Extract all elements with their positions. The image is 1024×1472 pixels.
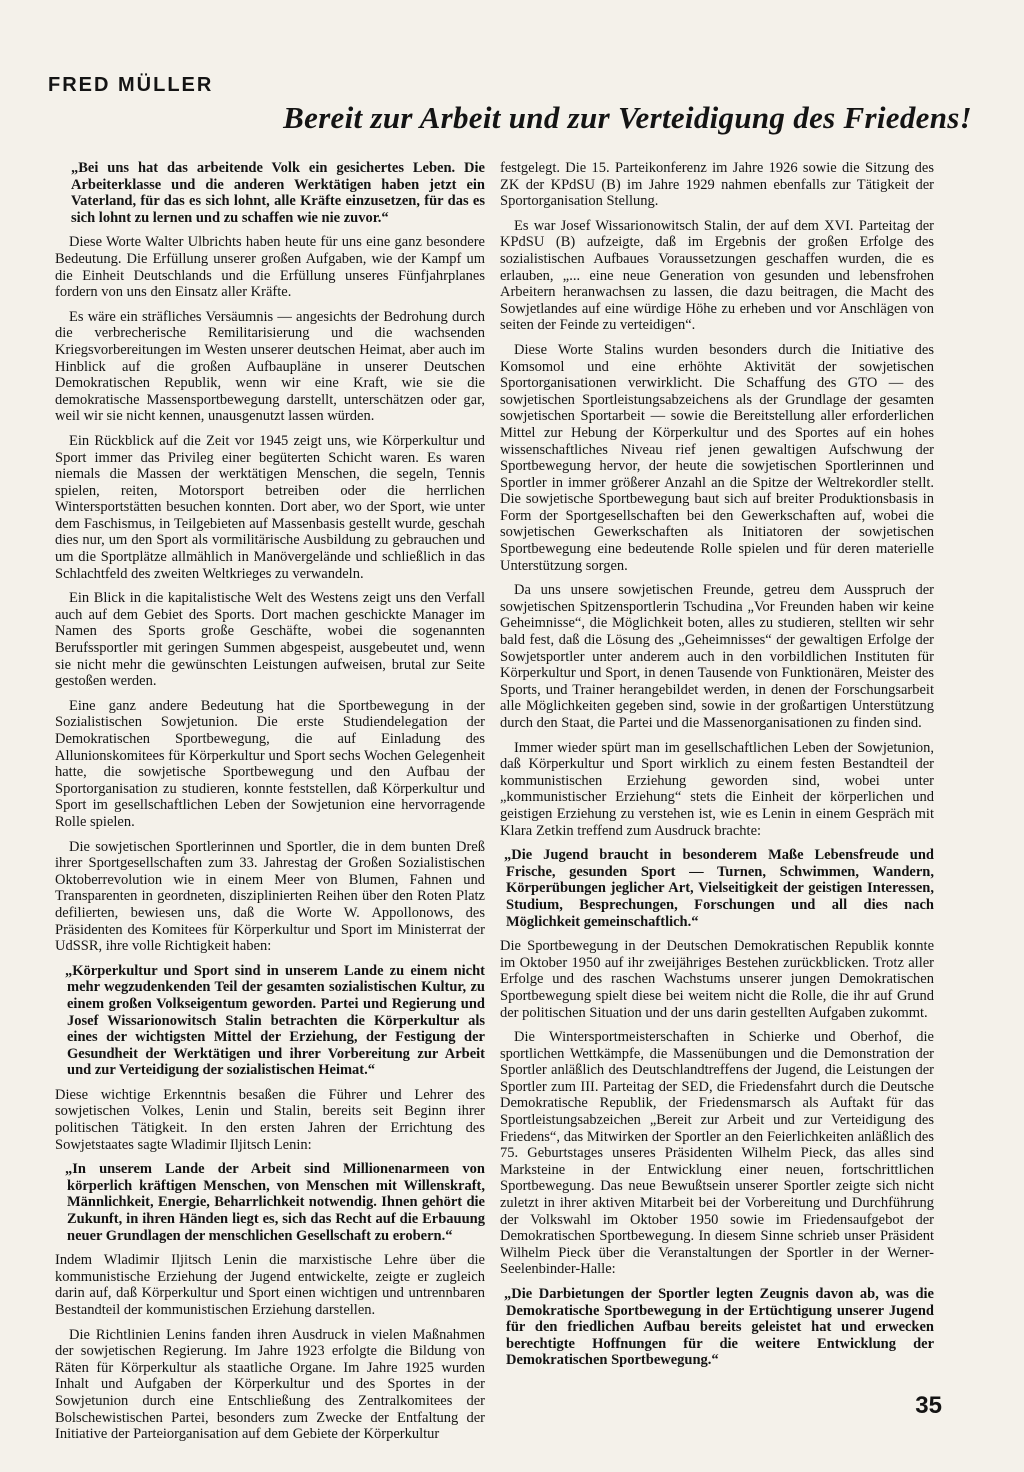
- page-number: 35: [915, 1392, 942, 1419]
- paragraph: Die sowjetischen Sportlerinnen und Sportler, die in dem bunten Dreß ihrer Sportgesellschaften zum 33. Jahrestag der Großen Sozialistischen Oktoberrevolution wie in einem Meer von Blumen, Fahnen und Transparenten in geordneten, disziplinierten Reihen über den Roten Platz defilierten, bewiesen uns, daß die Worte W. Appollonows, des Präsidenten des Komitees für Körperkultur und Sport im Ministerrat der UdSSR, ihre volle Richtigkeit haben:: [55, 838, 485, 955]
- article-title: Bereit zur Arbeit und zur Verteidigung des Friedens!: [283, 100, 972, 135]
- paragraph: Die Richtlinien Lenins fanden ihren Ausdruck in vielen Maßnahmen der sowjetischen Regierung. Im Jahre 1923 erfolgte die Bildung von Räten für Körperkultur als staatliche Organe. Im Jahre 1925 wurden Inhalt und Aufgaben der Körperkultur und des Sportes in der Sowjetunion durch eine Entschließung des Zentralkomitees der Bolschewistischen Partei, besonders zum Zwecke der Entfaltung der Initiative der Parteiorganisation auf dem Gebiete der Körperkultur: [55, 1326, 485, 1443]
- opening-quote: „Bei uns hat das arbeitende Volk ein gesichertes Leben. Die Arbeiterklasse und die anderen Werktätigen haben jetzt ein Vaterland, für das es sich lohnt, alle Kräfte einzusetzen, für das es sich lohnt zu lernen und zu schaffen wie nie zuvor.“: [71, 160, 485, 226]
- author-name: FRED MÜLLER: [48, 74, 214, 96]
- paragraph: Diese Worte Stalins wurden besonders durch die Initiative des Komsomol und eine erhöhte Aktivität der sowjetischen Sportorganisationen verwirklicht. Die Schaffung des GTO — des sowjetischen Sportleistungsabzeichens als der Grundlage der gesamten sowjetischen Sportarbeit — sowie die Bereitstellung aller erforderlichen Mittel zur Hebung der Körperkultur und des Sportes auf ein hohes wissenschaftliches Niveau rief jenen gewaltigen Aufschwung der Sportbewegung hervor, der heute die sowjetischen Sportlerinnen und Sportler in immer größerer Anzahl an die Spitze der Weltrekordler stellt. Die sowjetische Sportbewegung baut sich auf breiter Produktionsbasis in Form der Sportgesellschaften bei den Gewerkschaften auf, wobei die sowjetischen Gewerkschaften als Initiatoren der sowjetischen Sportbewegung eine bedeutende Rolle spielen und für deren materielle Unterstützung sorgen.: [500, 341, 934, 574]
- block-quote: „Die Jugend braucht in besonderem Maße Lebensfreude und Frische, gesunden Sport — Turnen, Schwimmen, Wandern, Körperübungen jeglicher Art, Vielseitigkeit der geistigen Interessen, Studium, Besprechungen, Forschungen und all dies nach Möglichkeit gemeinschaftlich.“: [504, 847, 934, 930]
- block-quote: „Die Darbietungen der Sportler legten Zeugnis davon ab, was die Demokratische Sportbewegung in der Ertüchtigung unserer Jugend für den friedlichen Aufbau bereits geleistet hat und erwecken berechtigte Hoffnungen für die weitere Entwicklung der Demokratischen Sportbewegung.“: [504, 1286, 934, 1369]
- paragraph: Da uns unsere sowjetischen Freunde, getreu dem Ausspruch der sowjetischen Spitzensportlerin Tschudina „Vor Freunden haben wir keine Geheimnisse“, die Möglichkeit boten, alles zu studieren, stellten wir sehr bald fest, daß die Lösung des „Geheimnisses“ der gewaltigen Erfolge der Sowjetsportler unter anderem auch in den vorbildlichen Instituten für Körperkultur und Sport, in denen Tausende von Funktionären, Meister des Sports, und Trainer herangebildet werden, in denen der Forschungsarbeit alle Möglichkeiten gegeben sind, sowie in der großartigen Unterstützung durch den Staat, die Partei und die Massenorganisationen zu finden sind.: [500, 582, 934, 731]
- left-column: [55, 160, 485, 1451]
- paragraph: Die Wintersportmeisterschaften in Schierke und Oberhof, die sportlichen Wettkämpfe, die Massenübungen und die Demonstration der Sportler anläßlich des Deutschlandtreffens der Jugend, die Leistungen der Sportler zum III. Parteitag der SED, die Friedensfahrt durch die Deutsche Demokratische Republik, der Friedensmarsch als Auftakt für das Sportleistungsabzeichen „Bereit zur Arbeit und zur Verteidigung des Friedens“, das Mitwirken der Sportler an den Feierlichkeiten anläßlich des 75. Geburtstages unseres Präsidenten Wilhelm Pieck, das alles sind Marksteine in der Entwicklung einer neuen, fortschrittlichen Sportbewegung. Das neue Bewußtsein unserer Sportler zeigte sich nicht zuletzt in ihrer aktiven Mitarbeit bei der Vorbereitung und Durchführung der Volkswahl im Oktober 1950 sowie im Friedensaufgebot der Demokratischen Sportbewegung. In diesem Sinne schrieb unser Präsident Wilhelm Pieck über die Veranstaltungen der Sportler in der Werner-Seelenbinder-Halle:: [500, 1029, 934, 1278]
- paragraph: festgelegt. Die 15. Parteikonferenz im Jahre 1926 sowie die Sitzung des ZK der KPdSU (B) im Jahre 1929 nahmen ebenfalls zur Tätigkeit der Sportorganisation Stellung.: [500, 160, 934, 210]
- block-quote: „In unserem Lande der Arbeit sind Millionenarmeen von körperlich kräftigen Menschen, von Menschen mit Willenskraft, Männlichkeit, Energie, Beharrlichkeit notwendig. Ihnen gehört die Zukunft, in ihren Händen liegt es, sich das Recht auf die Erbauung neuer Grundlagen der menschlichen Gesellschaft zu erobern.“: [65, 1161, 485, 1244]
- right-column: [500, 160, 934, 1377]
- paragraph: Immer wieder spürt man im gesellschaftlichen Leben der Sowjetunion, daß Körperkultur und Sport wirklich zu einem festen Bestandteil der kommunistischen Erziehung geworden sind, wobei unter „kommunistischer Erziehung“ stets die Einheit der körperlichen und geistigen Erziehung zu verstehen ist, wie es Lenin in einem Gespräch mit Klara Zetkin treffend zum Ausdruck brachte:: [500, 739, 934, 839]
- paragraph: Diese Worte Walter Ulbrichts haben heute für uns eine ganz besondere Bedeutung. Die Erfüllung unserer großen Aufgaben, wie der Kampf um die Einheit Deutschlands und die Erfüllung unseres Fünfjahrplanes fordern von uns den Einsatz aller Kräfte.: [55, 234, 485, 301]
- paragraph: Ein Blick in die kapitalistische Welt des Westens zeigt uns den Verfall auch auf dem Gebiet des Sports. Dort machen geschickte Manager im Namen des Sports große Geschäfte, wobei die sogenannten Berufssportler mit geringen Summen abgespeist, ausgebeutet und, wenn sie nicht mehr die gewünschten Leistungen aufweisen, brutal zur Seite gestoßen werden.: [55, 590, 485, 690]
- paragraph: Diese wichtige Erkenntnis besaßen die Führer und Lehrer des sowjetischen Volkes, Lenin und Stalin, bereits seit Beginn ihrer politischen Tätigkeit. In den ersten Jahren der Errichtung des Sowjetstaates sagte Wladimir Iljitsch Lenin:: [55, 1086, 485, 1153]
- paragraph: Es wäre ein sträfliches Versäumnis — angesichts der Bedrohung durch die verbrecherische Remilitarisierung und die wachsenden Kriegsvorbereitungen im Westen unserer deutschen Heimat, aber auch im Hinblick auf die großen Aufbaupläne in unserer Deutschen Demokratischen Republik, wenn wir eine Kraft, wie sie die demokratische Massensportbewegung darstellt, unterschätzen oder gar, weil wir sie nicht kennen, unausgenutzt lassen würden.: [55, 308, 485, 425]
- paragraph: Eine ganz andere Bedeutung hat die Sportbewegung in der Sozialistischen Sowjetunion. Die erste Studiendelegation der Demokratischen Sportbewegung, die auf Einladung des Allunionskomitees für Körperkultur und Sport sechs Wochen Gelegenheit hatte, die sowjetische Sportbewegung und den Aufbau der Sportorganisation zu studieren, konnte feststellen, daß Körperkultur und Sport im gesellschaftlichen Leben der Sowjetunion eine hervorragende Rolle spielen.: [55, 697, 485, 830]
- paragraph: Die Sportbewegung in der Deutschen Demokratischen Republik konnte im Oktober 1950 auf ihr zweijähriges Bestehen zurückblicken. Trotz aller Erfolge und des raschen Wachstums unserer jungen Demokratischen Sportbewegung spielt diese bei weitem nicht die Rolle, die ihr auf Grund der politischen Situation und der uns darin gestellten Aufgaben zukommt.: [500, 938, 934, 1021]
- paragraph: Es war Josef Wissarionowitsch Stalin, der auf dem XVI. Parteitag der KPdSU (B) aufzeigte, daß im Ergebnis der großen Erfolge des sozialistischen Aufbaues Voraussetzungen geschaffen wurden, die es erlauben, „... eine neue Generation von gesunden und lebensfrohen Arbeitern heranwachsen zu lassen, die dazu beitragen, die Macht des Sowjetlandes auf eine würdige Höhe zu erheben und vor Anschlägen von seiten der Feinde zu verteidigen“.: [500, 217, 934, 334]
- block-quote: „Körperkultur und Sport sind in unserem Lande zu einem nicht mehr wegzudenkenden Teil der gesamten sozialistischen Kultur, zu einem großen Volkseigentum geworden. Partei und Regierung und Josef Wissarionowitsch Stalin betrachten die Körperkultur als eines der wichtigsten Mittel der Erziehung, der Festigung der Gesundheit der Werktätigen und ihrer Vorbereitung zur Arbeit und zur Verteidigung der sozialistischen Heimat.“: [65, 962, 485, 1079]
- paragraph: Indem Wladimir Iljitsch Lenin die marxistische Lehre über die kommunistische Erziehung der Jugend entwickelte, zeigte er zugleich darin auf, daß Körperkultur und Sport einen wichtigen und untrennbaren Bestandteil der kommunistischen Erziehung darstellen.: [55, 1252, 485, 1318]
- paragraph: Ein Rückblick auf die Zeit vor 1945 zeigt uns, wie Körperkultur und Sport immer das Privileg einer begüterten Schicht waren. Es waren niemals die Massen der werktätigen Menschen, die segeln, Tennis spielen, reiten, Motorsport betreiben oder die herrlichen Wintersportstätten besuchen konnten. Dort aber, wo der Sport, wie unter dem Faschismus, in Teilgebieten auf Massenbasis gestellt wurde, geschah dies nur, um den Sport als vormilitärische Ausbildung zu gebrauchen und um die Sportplätze allmählich in Manövergelände und schließlich in das Schlachtfeld des zweiten Weltkrieges zu verwandeln.: [55, 432, 485, 582]
